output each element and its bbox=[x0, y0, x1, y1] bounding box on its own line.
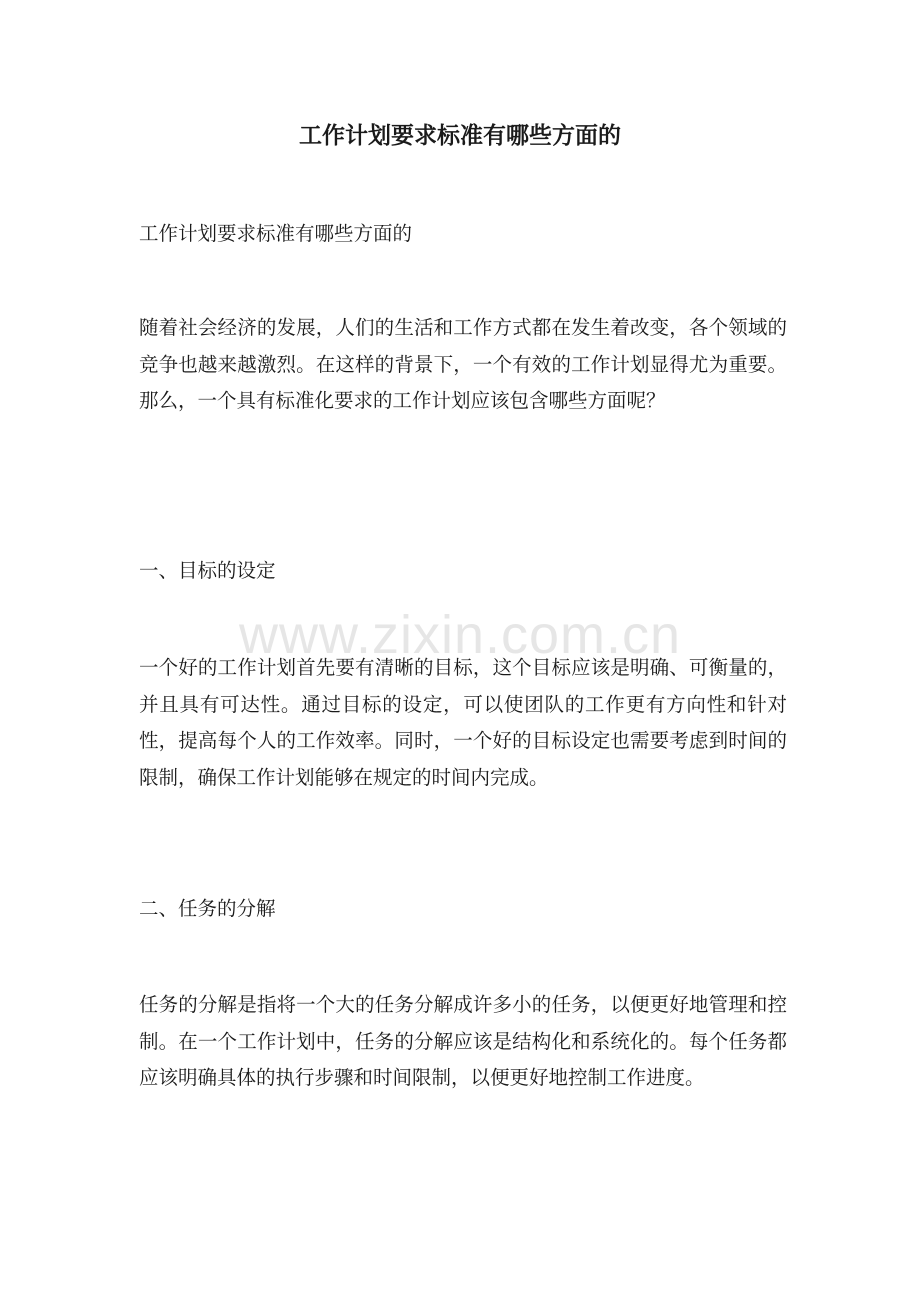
watermark: www.zixin.com.cn bbox=[238, 605, 682, 665]
section-heading-task: 二、任务的分解 bbox=[139, 897, 276, 920]
section-heading-goal: 一、目标的设定 bbox=[139, 559, 276, 582]
document-title: 工作计划要求标准有哪些方面的 bbox=[299, 122, 621, 149]
intro-paragraph: 随着社会经济的发展，人们的生活和工作方式都在发生着改变，各个领域的竞争也越来越激烈。在这样的背景下，一个有效的工作计划显得尤为重要。那么，一个具有标准化要求的工作计划应该包含哪些方面呢？ bbox=[139, 316, 787, 412]
section-body-task: 任务的分解是指将一个大的任务分解成许多小的任务，以便更好地管理和控制。在一个工作计划中，任务的分解应该是结构化和系统化的。每个任务都应该明确具体的执行步骤和时间限制，以便更好地控制工作进度。 bbox=[139, 993, 787, 1089]
document-subtitle: 工作计划要求标准有哪些方面的 bbox=[139, 222, 413, 245]
section-body-goal: 一个好的工作计划首先要有清晰的目标，这个目标应该是明确、可衡量的，并且具有可达性。通过目标的设定，可以使团队的工作更有方向性和针对性，提高每个人的工作效率。同时，一个好的目标设定也需要考虑到时间的限制，确保工作计划能够在规定的时间内完成。 bbox=[139, 656, 787, 789]
